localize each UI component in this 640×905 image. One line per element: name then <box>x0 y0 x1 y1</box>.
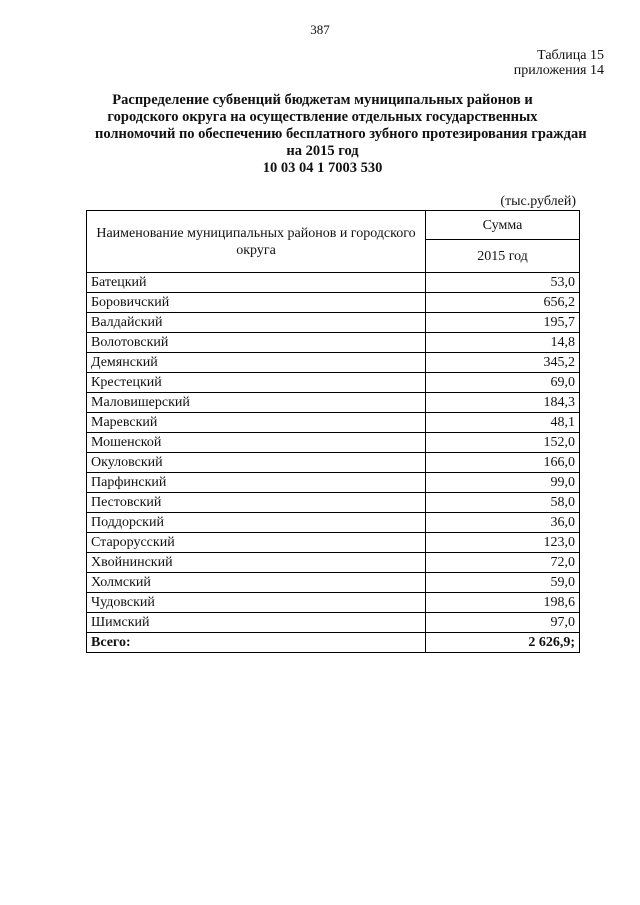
heading-line: на 2015 год <box>286 143 359 159</box>
district-name: Батецкий <box>87 273 426 293</box>
district-name: Окуловский <box>87 453 426 473</box>
amount-value: 152,0 <box>426 433 580 453</box>
district-name: Парфинский <box>87 473 426 493</box>
table-row <box>87 413 580 433</box>
district-name: Шимский <box>87 613 426 633</box>
table-header-row <box>87 211 580 240</box>
table-reference-line1: Таблица 15 <box>537 48 604 63</box>
district-name: Старорусский <box>87 533 426 553</box>
heading-line: Распределение субвенций бюджетам муниципальных районов и <box>112 92 533 108</box>
amount-value: 97,0 <box>426 613 580 633</box>
district-name: Холмский <box>87 573 426 593</box>
table-row <box>87 513 580 533</box>
table-row <box>87 353 580 373</box>
district-name: Демянский <box>87 353 426 373</box>
document-heading <box>95 92 587 177</box>
amount-value: 58,0 <box>426 493 580 513</box>
amount-value: 14,8 <box>426 333 580 353</box>
heading-line: полномочий по обеспечению бесплатного зубного протезирования граждан <box>95 126 587 142</box>
district-name: Чудовский <box>87 593 426 613</box>
district-name: Волотовский <box>87 333 426 353</box>
district-name: Валдайский <box>87 313 426 333</box>
amount-value: 123,0 <box>426 533 580 553</box>
subsidy-table <box>86 210 580 653</box>
table-row <box>87 393 580 413</box>
table-reference <box>514 48 604 78</box>
district-name: Пестовский <box>87 493 426 513</box>
table-row <box>87 573 580 593</box>
amount-value: 195,7 <box>426 313 580 333</box>
district-name: Боровичский <box>87 293 426 313</box>
amount-value: 99,0 <box>426 473 580 493</box>
amount-value: 69,0 <box>426 373 580 393</box>
table-row <box>87 533 580 553</box>
district-name: Маловишерский <box>87 393 426 413</box>
district-name: Мошенской <box>87 433 426 453</box>
amount-value: 72,0 <box>426 553 580 573</box>
district-name: Поддорский <box>87 513 426 533</box>
amount-value: 36,0 <box>426 513 580 533</box>
header-year: 2015 год <box>426 240 580 273</box>
table-row <box>87 293 580 313</box>
table-row <box>87 553 580 573</box>
table-row <box>87 453 580 473</box>
district-name: Хвойнинский <box>87 553 426 573</box>
table-row <box>87 433 580 453</box>
table-row <box>87 613 580 633</box>
header-name: Наименование муниципальных районов и городского округа <box>87 211 426 273</box>
amount-value: 198,6 <box>426 593 580 613</box>
table-row <box>87 313 580 333</box>
page-number: 387 <box>310 22 330 37</box>
table-row <box>87 493 580 513</box>
table-row <box>87 333 580 353</box>
amount-value: 48,1 <box>426 413 580 433</box>
heading-line: 10 03 04 1 7003 530 <box>262 160 383 176</box>
table-row <box>87 373 580 393</box>
district-name: Маревский <box>87 413 426 433</box>
table-row <box>87 593 580 613</box>
amount-value: 59,0 <box>426 573 580 593</box>
amount-value: 184,3 <box>426 393 580 413</box>
table-row <box>87 273 580 293</box>
heading-line: городского округа на осуществление отдельных государственных <box>107 109 538 125</box>
header-sum: Сумма <box>426 211 580 240</box>
table-reference-line2: приложения 14 <box>513 63 604 78</box>
total-value: 2 626,9; <box>426 633 580 653</box>
unit-label: (тыс.рублей) <box>500 194 576 209</box>
amount-value: 656,2 <box>426 293 580 313</box>
amount-value: 166,0 <box>426 453 580 473</box>
amount-value: 53,0 <box>426 273 580 293</box>
amount-value: 345,2 <box>426 353 580 373</box>
total-row <box>87 633 580 653</box>
district-name: Крестецкий <box>87 373 426 393</box>
table-row <box>87 473 580 493</box>
total-label: Всего: <box>87 633 426 653</box>
